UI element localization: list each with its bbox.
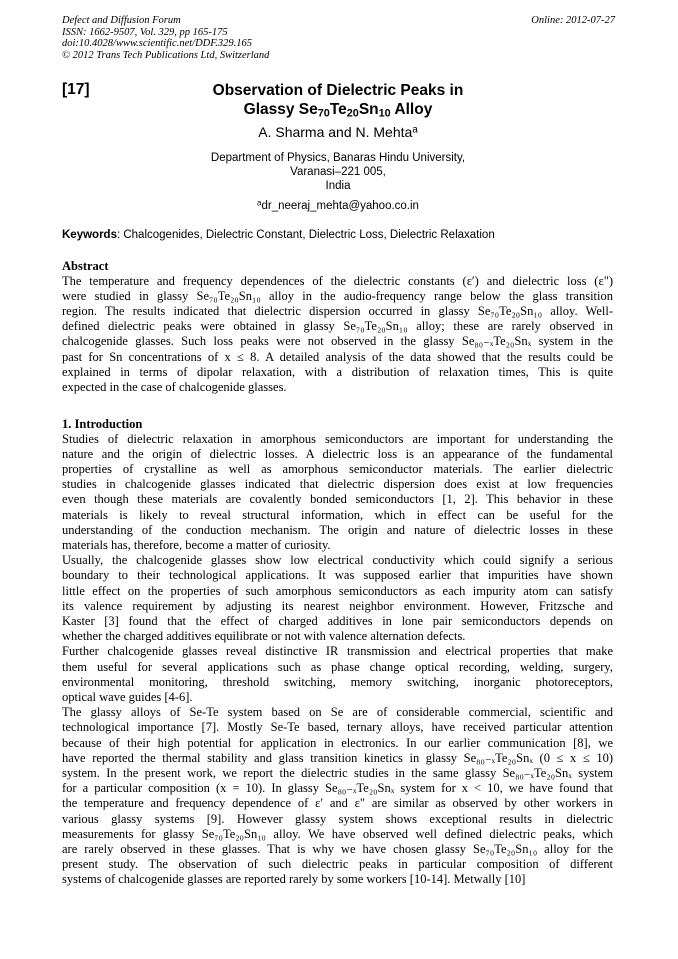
text-line: expected in the case of chalcogenide glasses. xyxy=(62,379,287,394)
text-line: systems of chalcogenide glasses are reported rarely by some workers [10-14]. Metwally [10] xyxy=(62,872,526,887)
text-line: measurements for glassy Se₇₀Te₂₀Sn₁₀ alloy. We have observed well defined dielectric peaks, which xyxy=(62,826,613,841)
text-line: Kaster [3] found that the effect of charged additives in lone pair semiconductors depends on xyxy=(62,613,613,628)
journal-name: Defect and Diffusion Forum xyxy=(62,15,181,26)
text-line: because of their high potential for application in electronics. In our earlier communication [8], we xyxy=(62,735,613,750)
text-line: the temperature and frequency dependence of ε′ and ε" are similar as observed by other workers in xyxy=(62,796,613,811)
text-line: environmental monitoring, threshold switching, memory switching, inorganic photoreceptors, xyxy=(62,674,613,689)
text-line: properties of crystalline as well as amorphous semiconductor materials. The earlier dielectric xyxy=(62,461,613,476)
title-line-1: Observation of Dielectric Peaks in xyxy=(212,82,464,99)
text-line: understanding of the conduction mechanism. The origin and nature of dielectric losses in these xyxy=(62,522,613,537)
text-line: for a particular composition (x = 10). In glassy Se₈₀₋ₓTe₂₀Snₓ system for x < 10, we have found that xyxy=(62,781,613,796)
introduction-body xyxy=(62,432,613,888)
journal-header xyxy=(62,15,442,61)
text-line: materials has, therefore, become a matter of curiosity. xyxy=(62,537,331,552)
title-line-2: Glassy $Se_{70}Te_{20}Sn_{10}$ Alloy xyxy=(243,101,433,120)
online-date: Online: 2012-07-27 xyxy=(531,15,615,26)
text-line: past for Sn concentrations of x ≤ 8. A detailed analysis of the data showed that the results could be xyxy=(62,349,613,364)
text-line: present study. The observation of such dielectric peaks in particular composition of different xyxy=(62,857,613,872)
affiliation: Department of Physics, Banaras Hindu University, Varanasi–221 005, India xyxy=(210,152,466,192)
text-line: materials is likely to reveal structural information, which in effect can be useful for the xyxy=(62,507,613,522)
text-line: Studies of dielectric relaxation in amorphous semiconductors are important for understanding the xyxy=(62,431,613,446)
text-line: boundary to their technological applications. It was supposed earlier that impurities have shown xyxy=(62,568,613,583)
text-line: were studied in glassy Se₇₀Te₂₀Sn₁₀ alloy in the audio-frequency range below the glass transition xyxy=(62,288,613,303)
text-line: optical wave guides [4-6]. xyxy=(62,689,193,704)
keywords-text: : Chalcogenides, Dielectric Constant, Dielectric Loss, Dielectric Relaxation xyxy=(116,229,495,241)
introduction-heading: 1. Introduction xyxy=(62,417,143,431)
issn-line: ISSN: 1662-9507, Vol. 329, pp 165-175 xyxy=(62,26,228,38)
text-line: region. The results indicated that dielectric dispersion occurred in glassy Se₇₀Te₂₀Sn₁₀ alloy. Well- xyxy=(62,303,613,318)
text-line: The temperature and frequency dependences of the dielectric constants (ε′) and dielectric loss (ε") xyxy=(62,273,613,288)
text-line: its valence requirement by adjusting its nearest neighbor environment. However, Fritzsche and xyxy=(62,598,613,613)
copyright-line: © 2012 Trans Tech Publications Ltd, Switzerland xyxy=(62,49,270,61)
author-email: $^a$dr_neeraj_mehta@yahoo.co.in xyxy=(257,198,419,212)
text-line: Usually, the chalcogenide glasses show low electrical conductivity which could signify a serious xyxy=(62,553,613,568)
text-line: Further chalcogenide glasses reveal distinctive IR transmission and electrical properties that make xyxy=(62,644,613,659)
doi-line: doi:10.4028/www.scientific.net/DDF.329.165 xyxy=(62,38,253,49)
text-line: various glassy systems [9]. However glassy system shows exceptional results in dielectric xyxy=(62,811,613,826)
text-line: little effect on the properties of such amorphous semiconductors as each impurity atom can satisfy xyxy=(62,583,613,598)
keywords xyxy=(62,229,622,241)
text-line: chalcogenide glasses. Such loss peaks were not observed in the glassy Se₈₀₋ₓTe₂₀Snₓ system in the xyxy=(62,334,613,349)
text-line: The glassy alloys of Se-Te system based on Se are of considerable commercial, scientific and xyxy=(62,705,613,720)
abstract-heading: Abstract xyxy=(62,259,109,273)
text-line: them useful for several applications such as phase change optical recording, welding, surgery, xyxy=(62,659,613,674)
author-list: A. Sharma and N. Mehta$^a$ xyxy=(258,124,418,140)
text-line: explained in terms of dipolar relaxation, with a distribution of relaxation times, This is quite xyxy=(62,364,613,379)
text-line: system. In the present work, we report the dielectric studies in the same glassy Se₈₀₋ₓTe₂₀Snₓ system xyxy=(62,765,613,780)
text-line: whether the charged additives equilibrate or not with valence alternation defects. xyxy=(62,629,466,644)
paper-title xyxy=(120,81,556,119)
text-line: defined dielectric peaks were obtained in glassy Se₇₀Te₂₀Sn₁₀ alloy; these are rarely observed in xyxy=(62,319,613,334)
text-line: nature and the origin of dielectric losses. A dielectric loss is an appearance of the fundamental xyxy=(62,446,613,461)
text-line: technological importance [7]. Mostly Se-Te based, ternary alloys, have received particular attention xyxy=(62,720,613,735)
reference-number: [17] xyxy=(62,81,90,98)
abstract-body xyxy=(62,274,613,396)
text-line: studies in chalcogenide glasses indicated that dielectric dispersion does exist at low frequencies xyxy=(62,477,613,492)
text-line: even though these materials are covalently bonded semiconductors [1, 2]. This behavior in these xyxy=(62,492,613,507)
text-line: are rarely observed in these glasses. That is why we have chosen glassy Se₇₀Te₂₀Sn₁₀ alloy for the xyxy=(62,841,613,856)
keywords-label: Keywords xyxy=(62,229,117,241)
text-line: have reported the thermal stability and glass transition kinetics in glassy Se₈₀₋ₓTe₂₀Snₓ (0 ≤ x ≤ 10) xyxy=(62,750,613,765)
